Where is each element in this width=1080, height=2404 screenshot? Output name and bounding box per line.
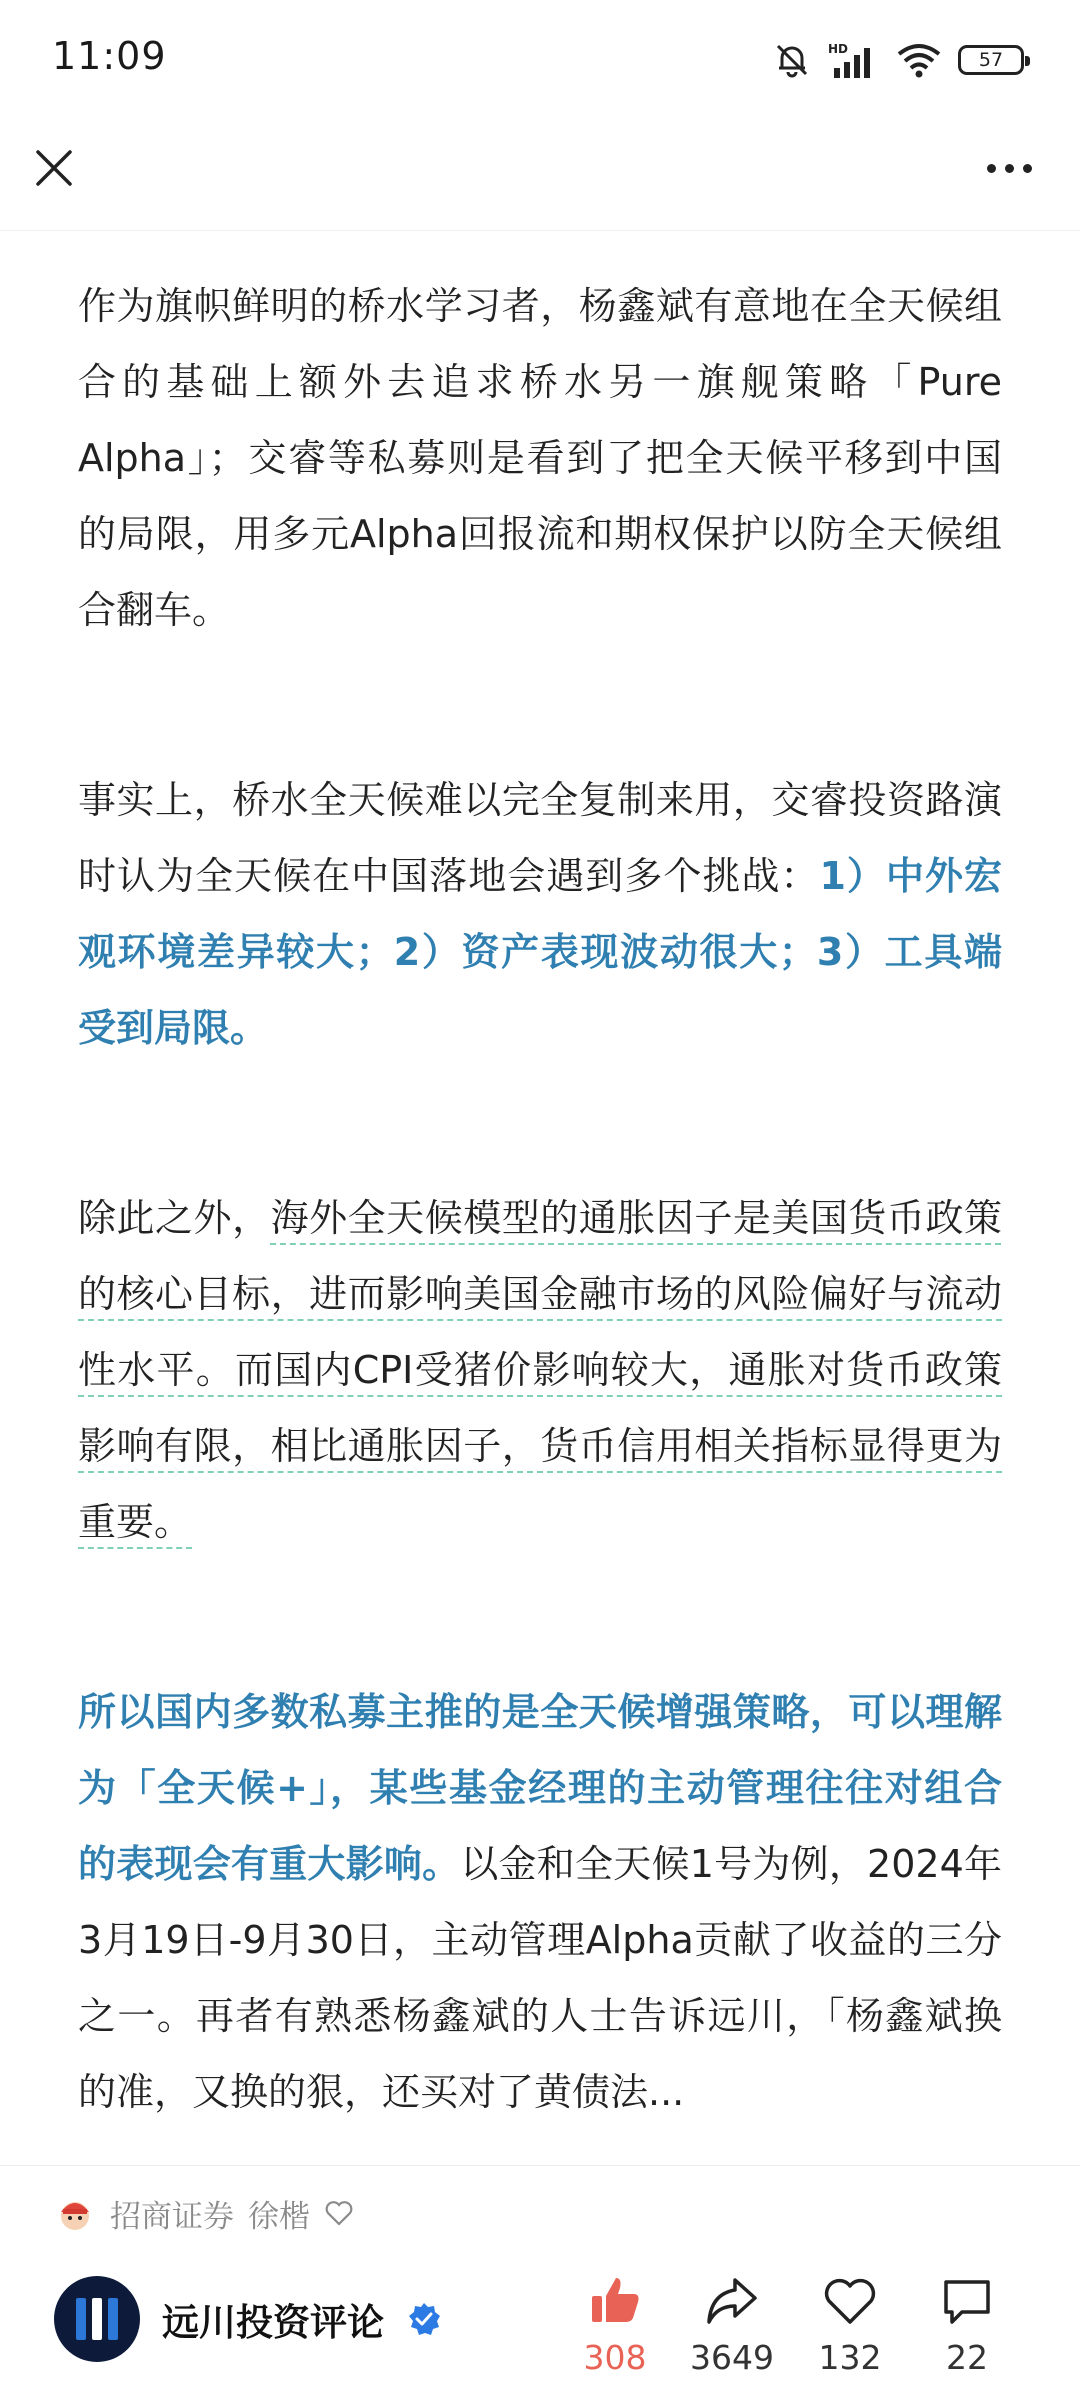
account-avatar[interactable]	[54, 2276, 140, 2362]
article-paragraph	[78, 1180, 1002, 1560]
account-row[interactable]	[54, 2276, 442, 2362]
heart-icon	[821, 2272, 879, 2330]
favorite-button[interactable]	[795, 2272, 905, 2377]
status-icons	[772, 38, 1024, 82]
network-type-label: HD	[828, 42, 849, 56]
more-dot-icon	[1005, 164, 1014, 173]
share-button[interactable]	[677, 2272, 787, 2377]
status-bar	[0, 0, 1080, 120]
highlighted-text: 1）中外宏观环境差异较大；2）资产表现波动很大；3）工具端受到局限。	[78, 854, 1002, 1050]
byline-author[interactable]: 徐楷	[248, 2198, 310, 2235]
annotated-text[interactable]: 海外全天候模型的通胀因子是美国货币政策的核心目标，进而影响美国金融市场的风险偏好与流动性水平。而国内CPI受猪价影响较大，通胀对货币政策影响有限，相比通胀因子，货币信用相关指标显得更为重要。	[78, 1196, 1002, 1544]
paragraph-text: 以金和全天候1号为例，2024年3月19日-9月30日，主动管理Alpha贡献了收益的三分之一。再者有熟悉杨鑫斌的人士告诉远川，「杨鑫斌换的准，又换的狠，还买对了黄债法...	[78, 1842, 1002, 2114]
more-dot-icon	[1023, 164, 1032, 173]
close-button[interactable]	[28, 142, 80, 194]
wifi-icon	[896, 40, 942, 80]
more-dot-icon	[987, 164, 996, 173]
highlighted-text: 所以国内多数私募主推的是全天候增强策略，可以理解为「全天候+」，某些基金经理的主动管理往往对组合的表现会有重大影响。	[78, 1690, 1002, 1886]
action-bar	[560, 2272, 1060, 2392]
close-icon	[28, 142, 80, 194]
favorite-count: 132	[818, 2338, 882, 2377]
mute-bell-icon	[772, 40, 812, 80]
paragraph-text: 作为旗帜鲜明的桥水学习者，杨鑫斌有意地在全天候组合的基础上额外去追求桥水另一旗舰策略「Pure Alpha」；交睿等私募则是看到了把全天候平移到中国的局限，用多元Alpha回报流和期权保护以防全天候组合翻车。	[78, 284, 1002, 632]
article-body	[78, 268, 1002, 2130]
article-paragraph	[78, 762, 1002, 1066]
article-paragraph	[78, 1674, 1002, 2130]
thumbs-up-icon	[586, 2272, 644, 2330]
share-count: 3649	[690, 2338, 774, 2377]
author-avatar-icon	[54, 2192, 96, 2234]
share-icon	[703, 2272, 761, 2330]
byline	[54, 2188, 354, 2238]
like-button[interactable]	[560, 2272, 670, 2377]
top-nav	[0, 120, 1080, 231]
comment-icon	[938, 2272, 996, 2330]
like-count: 308	[583, 2338, 647, 2377]
battery-level: 57	[978, 49, 1004, 71]
verified-badge-icon	[406, 2301, 442, 2337]
comment-count: 22	[946, 2338, 988, 2377]
byline-org[interactable]: 招商证券	[110, 2198, 234, 2235]
account-name[interactable]: 远川投资评论	[162, 2301, 384, 2344]
battery-icon	[958, 45, 1024, 75]
comment-button[interactable]	[912, 2272, 1022, 2377]
paragraph-text: 事实上，桥水全天候难以完全复制来用，交睿投资路演时认为全天候在中国落地会遇到多个挑战：	[78, 778, 1002, 898]
paragraph-text: 除此之外，	[78, 1196, 271, 1240]
article-paragraph	[78, 268, 1002, 648]
more-options-button[interactable]	[974, 142, 1044, 194]
heart-outline-icon[interactable]	[324, 2198, 354, 2228]
bottom-bar	[0, 2165, 1080, 2404]
signal-icon	[828, 40, 880, 80]
status-time: 11:09	[52, 34, 167, 78]
